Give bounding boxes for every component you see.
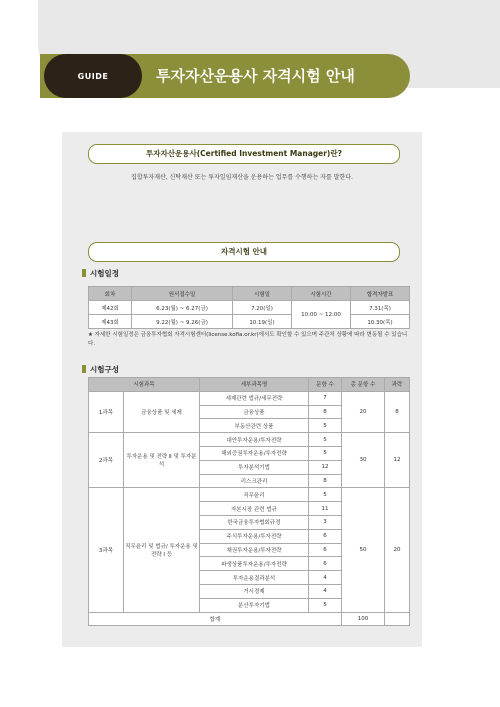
detail-cell: 투자분석기법	[200, 460, 309, 474]
table-footer-row	[89, 612, 410, 626]
count-cell: 12	[309, 460, 342, 474]
section-bullet-icon	[82, 269, 86, 277]
subject-cell: 투자운용 및 전략 Ⅱ 및 투자분석	[124, 433, 200, 488]
detail-cell: 금융상품	[200, 405, 309, 419]
round-cell: 제42회	[89, 301, 132, 315]
detail-cell: 리스크관리	[200, 474, 309, 488]
count-cell: 7	[309, 391, 342, 405]
detail-cell: 분산투자기법	[200, 598, 309, 612]
col-header: 과락	[385, 378, 410, 392]
intro-description: 집합투자재산, 신탁재산 또는 투자일임재산을 운용하는 업무를 수행하는 자를 말한다.	[131, 174, 353, 181]
structure-table	[88, 377, 410, 626]
detail-cell: 해외증권투자운용/투자전략	[200, 446, 309, 460]
count-cell: 6	[309, 529, 342, 543]
total-label-cell: 합계	[89, 612, 342, 626]
col-header: 세부과목명	[200, 378, 309, 392]
apply-cell: 9.22(월) ~ 9.26(금)	[132, 315, 233, 329]
col-header: 총 문항 수	[342, 378, 385, 392]
total-cell: 30	[342, 433, 385, 488]
table-row	[89, 391, 410, 405]
table-row	[89, 433, 410, 447]
empty-cell	[385, 612, 410, 626]
detail-cell: 자본시장 관련 법규	[200, 502, 309, 516]
detail-cell: 거시경제	[200, 584, 309, 598]
structure-title: 시험구성	[90, 365, 119, 374]
detail-cell: 세제관련 법규/세무전략	[200, 391, 309, 405]
detail-cell: 부동산관련 상품	[200, 419, 309, 433]
table-header-row	[89, 378, 410, 392]
detail-cell: 채권투자운용/투자전략	[200, 543, 309, 557]
count-cell: 5	[309, 419, 342, 433]
col-header: 합격자발표	[351, 287, 410, 301]
subject-cell: 금융상품 및 세제	[124, 391, 200, 432]
schedule-title: 시험일정	[90, 269, 119, 278]
result-cell: 7.31(목)	[351, 301, 410, 315]
schedule-section-title	[82, 268, 119, 279]
detail-cell: 직무윤리	[200, 488, 309, 502]
detail-cell: 주식투자운용/투자전략	[200, 529, 309, 543]
guide-badge: GUIDE	[44, 54, 142, 98]
intro-heading: 투자자산운용사(Certified Investment Manager)란?	[88, 144, 400, 164]
col-header: 원서접수일	[132, 287, 233, 301]
table-row	[89, 301, 410, 315]
part-cell: 1과목	[89, 391, 124, 432]
count-cell: 11	[309, 502, 342, 516]
part-cell: 2과목	[89, 433, 124, 488]
col-header: 시험과목	[89, 378, 200, 392]
exam-info-heading: 자격시험 안내	[88, 242, 400, 262]
table-row	[89, 315, 410, 329]
structure-section-title	[82, 364, 119, 375]
detail-cell: 투자운용결과분석	[200, 571, 309, 585]
count-cell: 5	[309, 446, 342, 460]
apply-cell: 6.23(월) ~ 6.27(금)	[132, 301, 233, 315]
count-cell: 5	[309, 488, 342, 502]
table-header-row	[89, 287, 410, 301]
result-cell: 10.30(목)	[351, 315, 410, 329]
round-cell: 제43회	[89, 315, 132, 329]
cutoff-cell: 12	[385, 433, 410, 488]
time-cell: 10:00 ~ 12:00	[292, 301, 351, 329]
part-cell: 3과목	[89, 488, 124, 612]
cutoff-cell: 8	[385, 391, 410, 432]
count-cell: 8	[309, 474, 342, 488]
grand-total-cell: 100	[342, 612, 385, 626]
cutoff-cell: 20	[385, 488, 410, 612]
total-cell: 50	[342, 488, 385, 612]
col-header: 시험시간	[292, 287, 351, 301]
detail-cell: 파생상품투자운용/투자전략	[200, 557, 309, 571]
page-title: 투자자산운용사 자격시험 안내	[156, 67, 355, 85]
detail-cell: 한국금융투자협회규정	[200, 515, 309, 529]
count-cell: 3	[309, 515, 342, 529]
count-cell: 5	[309, 433, 342, 447]
count-cell: 6	[309, 557, 342, 571]
count-cell: 6	[309, 543, 342, 557]
count-cell: 4	[309, 584, 342, 598]
subject-cell: 직무윤리 및 법규/ 투자운용 및 전략 Ⅰ 등	[124, 488, 200, 612]
col-header: 문항 수	[309, 378, 342, 392]
section-bullet-icon	[82, 365, 86, 373]
schedule-note: ★ 자세한 시험일정은 금융투자협회 자격시험센터(license.kofia.or.kr)에서도 확인할 수 있으며 주관처 상황에 따라 변동될 수 있습니다.	[88, 332, 408, 347]
detail-cell: 대안투자운용/투자전략	[200, 433, 309, 447]
schedule-table	[88, 286, 410, 329]
col-header: 시험일	[233, 287, 292, 301]
date-cell: 10.19(일)	[233, 315, 292, 329]
total-cell: 20	[342, 391, 385, 432]
count-cell: 5	[309, 598, 342, 612]
col-header: 회차	[89, 287, 132, 301]
count-cell: 4	[309, 571, 342, 585]
date-cell: 7.20(일)	[233, 301, 292, 315]
count-cell: 8	[309, 405, 342, 419]
table-row	[89, 488, 410, 502]
